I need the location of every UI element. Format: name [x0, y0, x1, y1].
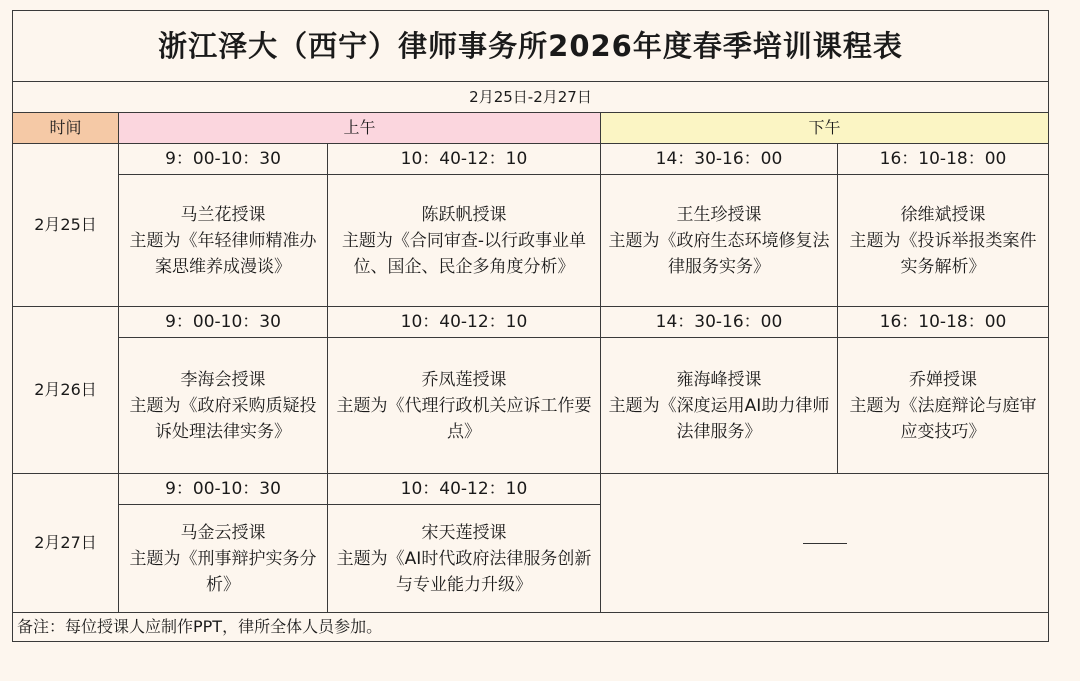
day3-slot-row — [13, 474, 1049, 505]
empty-dash — [803, 543, 847, 544]
day2-slot-2: 10：40-12：10 — [328, 307, 601, 338]
day1-slot-4: 16：10-18：00 — [838, 144, 1049, 175]
course-cell — [119, 175, 328, 307]
day1-slot-3: 14：30-16：00 — [601, 144, 838, 175]
day1-slot-row — [13, 144, 1049, 175]
day3-slot-2: 10：40-12：10 — [328, 474, 601, 505]
teacher-name: 王生珍授课 — [676, 204, 762, 225]
course-topic: 主题为《投诉举报类案件实务解析》 — [849, 230, 1037, 277]
teacher-name: 乔凤莲授课 — [421, 369, 507, 390]
teacher-name: 马兰花授课 — [180, 204, 266, 225]
course-topic: 主题为《法庭辩论与庭审应变技巧》 — [849, 395, 1037, 442]
day3-slot-1: 9：00-10：30 — [119, 474, 328, 505]
day2-slot-4: 16：10-18：00 — [838, 307, 1049, 338]
day1-slot-2: 10：40-12：10 — [328, 144, 601, 175]
course-cell — [601, 175, 838, 307]
course-cell — [328, 338, 601, 474]
schedule-table — [12, 10, 1049, 642]
teacher-name: 陈跃帆授课 — [421, 204, 507, 225]
teacher-name: 徐维斌授课 — [900, 204, 986, 225]
course-topic: 主题为《合同审查-以行政事业单位、国企、民企多角度分析》 — [341, 230, 587, 277]
course-topic: 主题为《AI时代政府法律服务创新与专业能力升级》 — [336, 548, 592, 595]
date-range: 2月25日-2月27日 — [13, 82, 1049, 113]
course-cell — [119, 505, 328, 613]
course-topic: 主题为《刑事辩护实务分析》 — [129, 548, 317, 595]
day3-date: 2月27日 — [13, 474, 119, 613]
course-cell — [601, 338, 838, 474]
course-cell — [838, 175, 1049, 307]
course-cell — [119, 338, 328, 474]
teacher-name: 马金云授课 — [180, 522, 266, 543]
course-topic: 主题为《代理行政机关应诉工作要点》 — [336, 395, 592, 442]
teacher-name: 雍海峰授课 — [676, 369, 762, 390]
day2-slot-3: 14：30-16：00 — [601, 307, 838, 338]
day1-course-row — [13, 175, 1049, 307]
course-topic: 主题为《政府生态环境修复法律服务实务》 — [608, 230, 830, 277]
day2-slot-1: 9：00-10：30 — [119, 307, 328, 338]
course-cell — [328, 505, 601, 613]
course-topic: 主题为《政府采购质疑投诉处理法律实务》 — [129, 395, 317, 442]
afternoon-empty-cell — [601, 474, 1049, 613]
day1-date: 2月25日 — [13, 144, 119, 307]
day2-course-row — [13, 338, 1049, 474]
day2-slot-row — [13, 307, 1049, 338]
day1-slot-1: 9：00-10：30 — [119, 144, 328, 175]
time-header: 时间 — [13, 113, 119, 144]
course-topic: 主题为《年轻律师精准办案思维养成漫谈》 — [129, 230, 317, 277]
course-topic: 主题为《深度运用AI助力律师法律服务》 — [608, 395, 830, 442]
course-cell — [838, 338, 1049, 474]
teacher-name: 李海会授课 — [180, 369, 266, 390]
course-cell — [328, 175, 601, 307]
morning-header: 上午 — [119, 113, 601, 144]
teacher-name: 乔婵授课 — [909, 369, 977, 390]
schedule-container — [12, 10, 1048, 642]
day2-date: 2月26日 — [13, 307, 119, 474]
page-title: 浙江泽大（西宁）律师事务所2026年度春季培训课程表 — [13, 11, 1049, 82]
footer-note: 备注：每位授课人应制作PPT，律所全体人员参加。 — [13, 613, 1049, 642]
afternoon-header: 下午 — [601, 113, 1049, 144]
teacher-name: 宋天莲授课 — [421, 522, 507, 543]
